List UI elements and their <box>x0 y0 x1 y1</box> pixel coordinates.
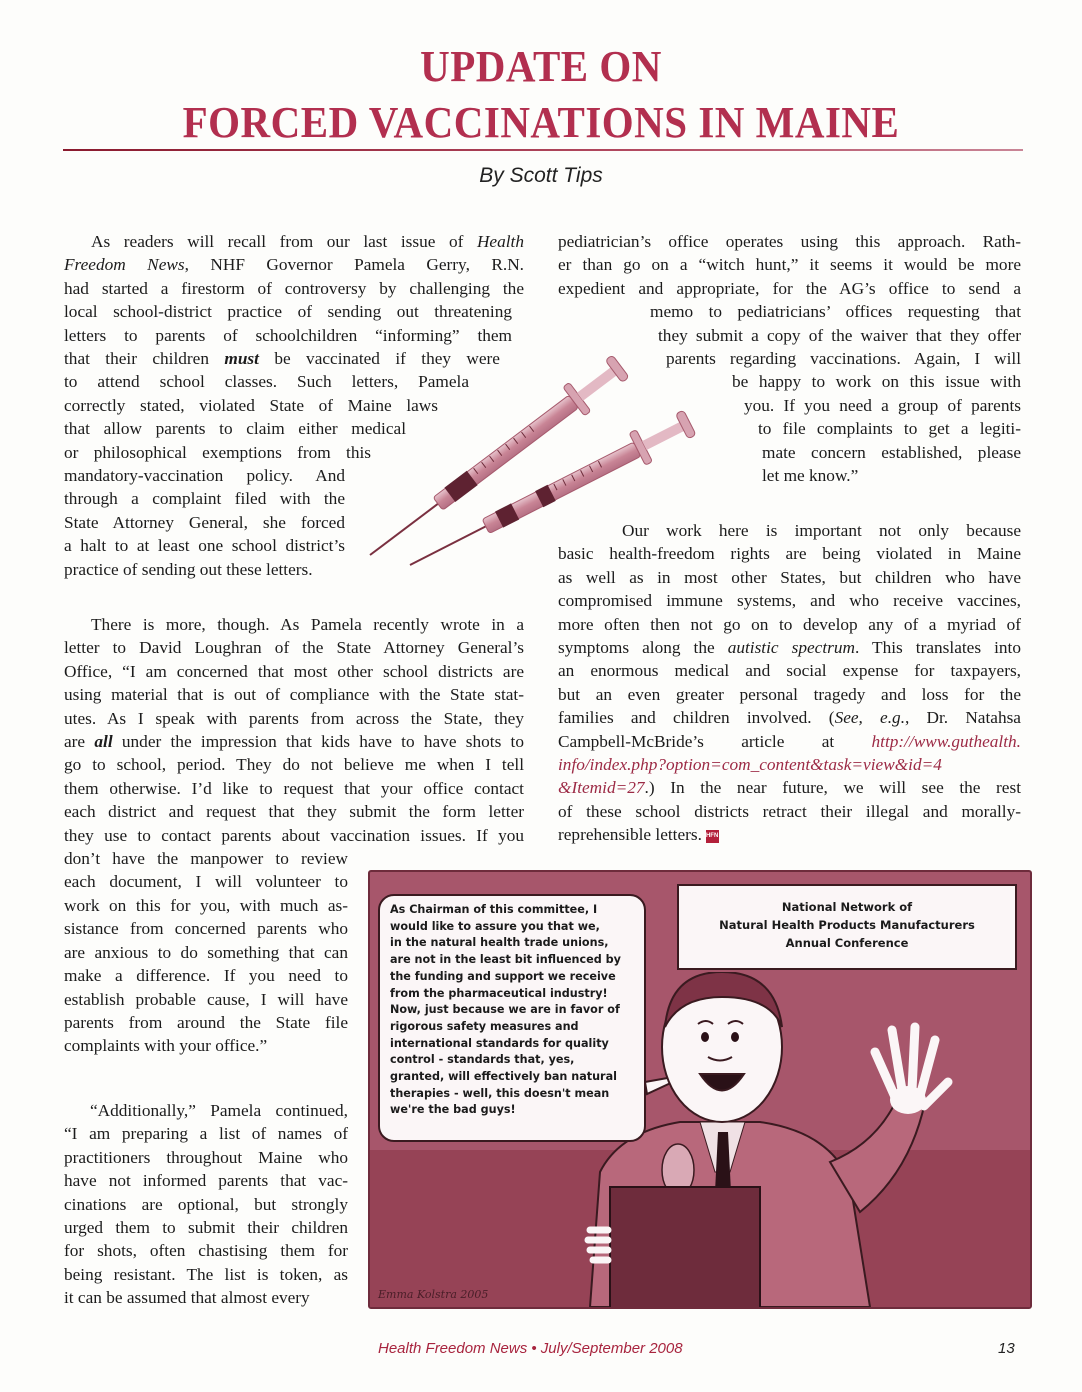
article-link[interactable]: http://www.guthealth. <box>871 731 1021 751</box>
text-line: urged them to submit their children <box>64 1218 348 1238</box>
text-line: each document, I will volunteer to <box>64 872 348 892</box>
text-line: a halt to at least one school district’s <box>64 536 345 556</box>
text-line: but an even greater personal tragedy and loss for the <box>558 684 1021 704</box>
artist-signature: Emma Kolstra 2005 <box>378 1288 489 1301</box>
article-link[interactable]: &Itemid=27 <box>558 778 645 798</box>
text-line: using material that is out of compliance with the State stat- <box>64 685 524 705</box>
speech-line: are not in the least bit influenced by <box>390 953 621 967</box>
text-line: through a complaint filed with the <box>64 489 345 509</box>
text-line: parents regarding vaccinations. Again, I will <box>666 349 1021 369</box>
banner-line: National Network of <box>781 900 913 914</box>
speech-line: would like to assure you that we, <box>390 919 600 933</box>
speech-line: granted, will effectively ban natural <box>390 1070 617 1084</box>
title-line-2: FORCED VACCINATIONS IN MAINE <box>182 97 900 147</box>
text-line: Campbell-McBride’s article at http://www.guthealth. <box>558 731 1021 751</box>
text-line: utes. As I speak with parents from across the State, they <box>64 708 524 728</box>
text-line: compromised immune systems, and who receive vaccines, <box>558 591 1021 611</box>
text-line: make a difference. If you need to <box>64 966 348 986</box>
text-line: more often then not go on to develop any of a myriad of <box>558 614 1021 634</box>
text-line: letters to parents of schoolchildren “informing” them <box>64 325 512 345</box>
speech-bubble <box>378 894 646 1142</box>
text-line: State Attorney General, she forced <box>64 512 345 532</box>
page-number: 13 <box>998 1340 1015 1357</box>
text-line: to attend school classes. Such letters, Pamela <box>64 372 469 392</box>
banner-line: Annual Conference <box>785 936 909 950</box>
text-line: There is more, though. As Pamela recently wrote in a <box>91 615 524 634</box>
text-line: practitioners throughout Maine who <box>64 1147 348 1167</box>
text-line: memo to pediatricians’ offices requesting that <box>650 302 1021 322</box>
text-line: As readers will recall from our last issue of Health <box>91 232 524 251</box>
text-line: &Itemid=27.) In the near future, we will see the rest <box>558 778 1021 798</box>
text-line: them otherwise. I’d like to request that your office contact <box>64 778 524 798</box>
text-line: pediatrician’s office operates using this approach. Rath- <box>558 232 1021 251</box>
right-paragraph-1 <box>558 230 1021 487</box>
speech-line: Now, just because we are in favor of <box>390 1003 620 1017</box>
text-line: as well as in most other States, but children who have <box>558 567 1021 587</box>
text-line: be happy to work on this issue with <box>732 372 1021 392</box>
text-line: symptoms along the autistic spectrum. This translates into <box>558 638 1021 658</box>
cartoon-illustration <box>368 870 1032 1309</box>
text-line: local school-district practice of sending out threatening <box>64 302 512 322</box>
text-line: practice of sending out these letters. <box>64 559 313 579</box>
article-title <box>0 38 1082 150</box>
text-line: to file complaints to get a legiti- <box>758 419 1021 439</box>
text-line: or philosophical exemptions from this <box>64 442 371 462</box>
text-line: mandatory-vaccination policy. And <box>64 466 345 486</box>
text-line: Freedom News, NHF Governor Pamela Gerry, R.N. <box>64 255 524 275</box>
text-line: you. If you need a group of parents <box>744 395 1021 415</box>
speech-line: international standards for quality <box>390 1036 609 1050</box>
text-line: don’t have the manpower to review <box>64 849 348 869</box>
text-line: they submit a copy of the waiver that they offer <box>658 325 1021 345</box>
text-line: expedient and appropriate, for the AG’s office to send a <box>558 278 1021 298</box>
right-paragraph-2 <box>558 519 1021 847</box>
text-line: er than go on a “witch hunt,” it seems it would be more <box>558 255 1021 275</box>
byline: By Scott Tips <box>479 164 603 187</box>
text-line: had started a firestorm of controversy by challenging the <box>64 278 524 298</box>
text-line: are all under the impression that kids have to have shots to <box>64 732 524 752</box>
title-line-1: UPDATE ON <box>420 41 662 91</box>
text-line: work on this for you, with much as- <box>64 895 348 915</box>
speech-line: in the natural health trade unions, <box>390 936 609 950</box>
text-line: sistance from concerned parents who <box>64 919 348 939</box>
text-line: establish probable cause, I will have <box>64 989 348 1009</box>
text-line: correctly stated, violated State of Maine laws <box>64 395 438 415</box>
banner-line: Natural Health Products Manufacturers <box>719 918 975 932</box>
speech-line: we're the bad guys! <box>390 1103 516 1117</box>
hfn-end-mark-icon: HFN <box>706 830 719 843</box>
speech-line: As Chairman of this committee, I <box>390 903 598 916</box>
text-line: “Additionally,” Pamela continued, <box>90 1101 348 1120</box>
text-line: Our work here is important not only because <box>622 521 1021 540</box>
text-line: letter to David Loughran of the State Attorney General’s <box>64 638 524 658</box>
conference-banner <box>677 884 1017 970</box>
text-line: each district and request that they submit the form letter <box>64 802 524 822</box>
speech-line: the funding and support we receive <box>390 969 616 983</box>
text-line: for shots, often chastising them for <box>64 1241 348 1261</box>
text-line: that their children must be vaccinated if they were <box>64 349 500 369</box>
text-line: go to school, period. They do not believe me when I tell <box>64 755 524 775</box>
speech-line: control - standards that, yes, <box>390 1053 575 1067</box>
speech-line: therapies - well, this doesn't mean <box>390 1086 610 1100</box>
title-divider <box>63 149 1023 151</box>
text-line: are anxious to do something that can <box>64 942 348 962</box>
text-line: an enormous medical and social expense for taxpayers, <box>558 661 1021 681</box>
text-line: they use to contact parents about vaccination issues. If you <box>64 825 524 845</box>
text-line: complaints with your office.” <box>64 1036 268 1056</box>
text-line: have not informed parents that vac- <box>64 1171 348 1191</box>
text-line: cinations are optional, but strongly <box>64 1194 348 1214</box>
text-line <box>558 753 1021 776</box>
text-line: reprehensible letters. HFN <box>558 825 719 845</box>
text-line: basic health-freedom rights are being violated in Maine <box>558 544 1021 564</box>
text-line: let me know.” <box>762 466 859 486</box>
text-line: that allow parents to claim either medical <box>64 419 406 439</box>
text-line: “I am preparing a list of names of <box>64 1124 348 1144</box>
text-line: families and children involved. (See, e.g., Dr. Natahsa <box>558 708 1021 728</box>
speech-line: rigorous safety measures and <box>390 1019 579 1033</box>
left-paragraph-3 <box>64 1099 348 1310</box>
article-link[interactable]: info/index.php?option=com_content&task=view&id=4 <box>558 755 942 775</box>
footer-publication: Health Freedom News • July/September 2008 <box>378 1340 683 1357</box>
text-line: Office, “I am concerned that most other school districts are <box>64 661 524 681</box>
text-line: parents from around the State file <box>64 1012 348 1032</box>
text-line: of these school districts retract their illegal and morally- <box>558 801 1021 821</box>
text-line: mate concern established, please <box>762 442 1021 462</box>
speech-line: from the pharmaceutical industry! <box>390 986 608 1000</box>
text-line: it can be assumed that almost every <box>64 1288 310 1308</box>
text-line: being resistant. The list is token, as <box>64 1264 348 1284</box>
